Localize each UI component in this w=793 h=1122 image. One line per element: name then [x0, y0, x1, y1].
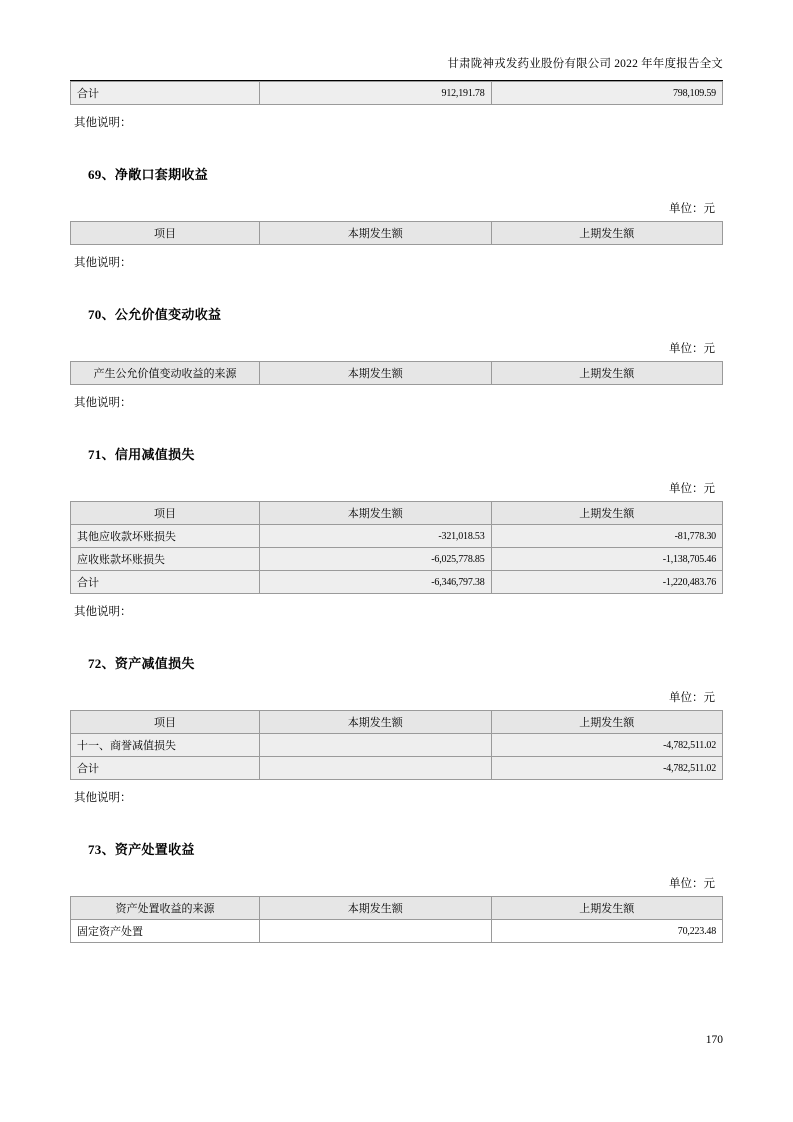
col-header-current: 本期发生额: [260, 362, 491, 385]
table-row: [71, 734, 723, 757]
table-section-70: [70, 361, 723, 385]
table-section-69: [70, 221, 723, 245]
unit-label-71: 单位：元: [669, 483, 715, 495]
unit-label-72: 单位：元: [669, 692, 715, 704]
row-label: 十一、商誉减值损失: [71, 734, 260, 757]
row-current: [260, 920, 491, 943]
table-section-71: [70, 501, 723, 594]
section-title-70: 70、公允价值变动收益: [88, 307, 222, 322]
table-section-73: [70, 896, 723, 943]
table-row: [71, 548, 723, 571]
col-header-source: 产生公允价值变动收益的来源: [71, 362, 260, 385]
row-previous: -4,782,511.02: [491, 757, 722, 780]
unit-label-70: 单位：元: [669, 343, 715, 355]
row-previous: -1,138,705.46: [491, 548, 722, 571]
other-note-69: 其他说明：: [74, 257, 132, 269]
col-header-source: 资产处置收益的来源: [71, 897, 260, 920]
col-header-item: 项目: [71, 222, 260, 245]
page-content: [70, 81, 723, 943]
other-note-72: 其他说明：: [74, 792, 132, 804]
col-header-current: 本期发生额: [260, 897, 491, 920]
row-current: [260, 734, 491, 757]
table-row: [71, 571, 723, 594]
row-current: -6,025,778.85: [260, 548, 491, 571]
row-current: -321,018.53: [260, 525, 491, 548]
row-previous: -4,782,511.02: [491, 734, 722, 757]
page-number: 170: [705, 1034, 723, 1046]
col-header-current: 本期发生额: [260, 222, 491, 245]
row-label: 固定资产处置: [71, 920, 260, 943]
table-row: [71, 757, 723, 780]
unit-label-69: 单位：元: [669, 203, 715, 215]
table-row: [71, 920, 723, 943]
col-header-current: 本期发生额: [260, 711, 491, 734]
row-previous: 798,109.59: [491, 82, 722, 105]
page-header: [70, 0, 723, 81]
table-section-72: [70, 710, 723, 780]
section-title-73: 73、资产处置收益: [88, 842, 195, 857]
table-header-row: [71, 362, 723, 385]
row-previous: -81,778.30: [491, 525, 722, 548]
header-title: 甘肃陇神戎发药业股份有限公司 2022 年年度报告全文: [447, 58, 723, 70]
col-header-current: 本期发生额: [260, 502, 491, 525]
section-title-69: 69、净敞口套期收益: [88, 167, 208, 182]
section-title-71: 71、信用减值损失: [88, 447, 195, 462]
section-title-72: 72、资产减值损失: [88, 656, 195, 671]
other-note: 其他说明：: [74, 117, 132, 129]
row-previous: 70,223.48: [491, 920, 722, 943]
row-label: 应收账款坏账损失: [71, 548, 260, 571]
row-previous: -1,220,483.76: [491, 571, 722, 594]
other-note-71: 其他说明：: [74, 606, 132, 618]
row-current: -6,346,797.38: [260, 571, 491, 594]
row-label: 其他应收款坏账损失: [71, 525, 260, 548]
unit-label-73: 单位：元: [669, 878, 715, 890]
other-note-70: 其他说明：: [74, 397, 132, 409]
col-header-previous: 上期发生额: [491, 222, 722, 245]
col-header-item: 项目: [71, 711, 260, 734]
continued-total-table: [70, 81, 723, 105]
row-current: [260, 757, 491, 780]
col-header-previous: 上期发生额: [491, 502, 722, 525]
col-header-item: 项目: [71, 502, 260, 525]
row-label: 合计: [71, 82, 260, 105]
table-row: [71, 525, 723, 548]
row-label: 合计: [71, 571, 260, 594]
table-header-row: [71, 711, 723, 734]
table-header-row: [71, 222, 723, 245]
col-header-previous: 上期发生额: [491, 711, 722, 734]
table-row: [71, 82, 723, 105]
table-header-row: [71, 502, 723, 525]
row-label: 合计: [71, 757, 260, 780]
table-header-row: [71, 897, 723, 920]
col-header-previous: 上期发生额: [491, 897, 722, 920]
col-header-previous: 上期发生额: [491, 362, 722, 385]
row-current: 912,191.78: [260, 82, 491, 105]
